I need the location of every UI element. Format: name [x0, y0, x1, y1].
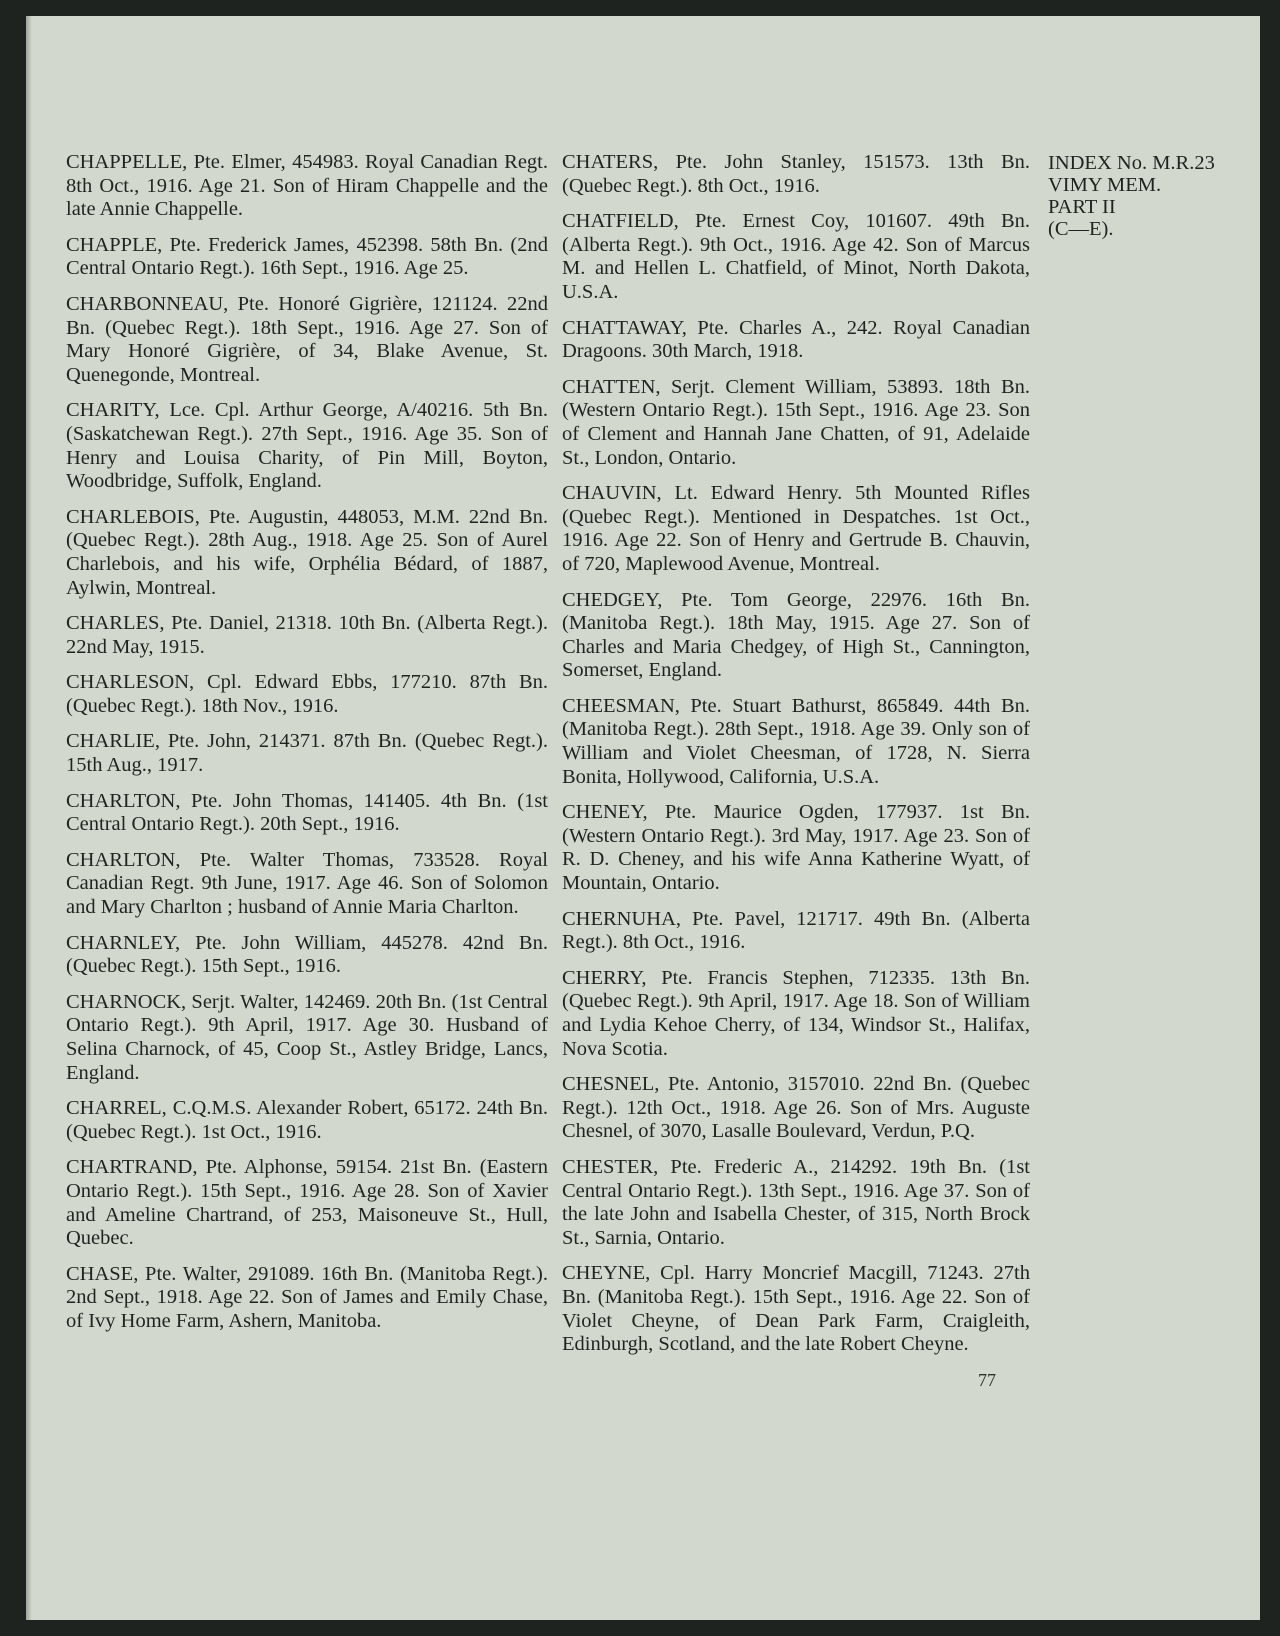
index-part: PART II — [1048, 196, 1116, 218]
list-item: CHARLES, Pte. Daniel, 21318. 10th Bn. (Alberta Regt.). 22nd May, 1915. — [66, 612, 548, 658]
list-item: CHATTAWAY, Pte. Charles A., 242. Royal Canadian Dragoons. 30th March, 1918. — [562, 316, 1030, 363]
list-item: CHERNUHA, Pte. Pavel, 121717. 49th Bn. (Alberta Regt.). 8th Oct., 1916. — [562, 907, 1030, 954]
list-item: CHAPPELLE, Pte. Elmer, 454983. Royal Canadian Regt. 8th Oct., 1916. Age 21. Son of Hiram Chappelle and the late Annie Chappelle. — [66, 151, 548, 221]
document-page — [26, 16, 1260, 1620]
list-item: CHARREL, C.Q.M.S. Alexander Robert, 65172. 24th Bn. (Quebec Regt.). 1st Oct., 1916. — [66, 1097, 548, 1143]
list-item: CHAPPLE, Pte. Frederick James, 452398. 58th Bn. (2nd Central Ontario Regt.). 16th Sept., 1916. Age 25. — [66, 233, 548, 280]
list-item: CHARLIE, Pte. John, 214371. 87th Bn. (Quebec Regt.). 15th Aug., 1917. — [66, 730, 548, 777]
list-item: CHARLESON, Cpl. Edward Ebbs, 177210. 87th Bn. (Quebec Regt.). 18th Nov., 1916. — [66, 671, 548, 717]
index-number: INDEX No. M.R.23 — [1048, 152, 1215, 174]
list-item: CHEESMAN, Pte. Stuart Bathurst, 865849. 44th Bn. (Manitoba Regt.). 28th Sept., 1918. Age 39. Only son of William and Violet Cheesman, of 1728, N. Sierra Bonita, Hollywood, California, U.S.A. — [562, 694, 1030, 788]
list-item: CHATERS, Pte. John Stanley, 151573. 13th Bn. (Quebec Regt.). 8th Oct., 1916. — [562, 151, 1030, 197]
list-item: CHESNEL, Pte. Antonio, 3157010. 22nd Bn. (Quebec Regt.). 12th Oct., 1918. Age 26. Son of Mrs. Auguste Chesnel, of 3070, Lasalle Boulevard, Verdun, P.Q. — [562, 1073, 1030, 1143]
left-column — [66, 151, 548, 1346]
list-item: CHENEY, Pte. Maurice Ogden, 177937. 1st Bn. (Western Ontario Regt.). 3rd May, 1917. Age 23. Son of R. D. Cheney, and his wife Anna Katherine Wyatt, of Mountain, Ontario. — [562, 801, 1030, 895]
list-item: CHATFIELD, Pte. Ernest Coy, 101607. 49th Bn. (Alberta Regt.). 9th Oct., 1916. Age 42. Son of Marcus M. and Hellen L. Chatfield, of Minot, North Dakota, U.S.A. — [562, 210, 1030, 303]
index-memorial: VIMY MEM. — [1048, 174, 1162, 196]
middle-column — [562, 151, 1030, 1392]
list-item: CHARBONNEAU, Pte. Honoré Gigrière, 121124. 22nd Bn. (Quebec Regt.). 18th Sept., 1916. Age 27. Son of Mary Honoré Gigrière, of 34, Blake Avenue, St. Quenegonde, Montreal. — [66, 292, 548, 386]
list-item: CHARITY, Lce. Cpl. Arthur George, A/40216. 5th Bn. (Saskatchewan Regt.). 27th Sept., 1916. Age 35. Son of Henry and Louisa Charity, of Pin Mill, Boyton, Woodbridge, Suffolk, England. — [66, 399, 548, 493]
list-item: CHARNLEY, Pte. John William, 445278. 42nd Bn. (Quebec Regt.). 15th Sept., 1916. — [66, 931, 548, 978]
list-item: CHATTEN, Serjt. Clement William, 53893. 18th Bn. (Western Ontario Regt.). 15th Sept., 1916. Age 23. Son of Clement and Hannah Jane Chatten, of 91, Adelaide St., London, Ontario. — [562, 375, 1030, 469]
list-item: CHESTER, Pte. Frederic A., 214292. 19th Bn. (1st Central Ontario Regt.). 13th Sept., 1916. Age 37. Son of the late John and Isabella Chester, of 315, North Brock St., Sarnia, Ontario. — [562, 1155, 1030, 1249]
list-item: CHASE, Pte. Walter, 291089. 16th Bn. (Manitoba Regt.). 2nd Sept., 1918. Age 22. Son of James and Emily Chase, of Ivy Home Farm, Ashern, Manitoba. — [66, 1262, 548, 1332]
index-header — [1048, 152, 1258, 240]
list-item: CHARLTON, Pte. Walter Thomas, 733528. Royal Canadian Regt. 9th June, 1917. Age 46. Son of Solomon and Mary Charlton ; husband of Annie Maria Charlton. — [66, 848, 548, 919]
page-number: 77 — [978, 1369, 996, 1390]
list-item: CHAUVIN, Lt. Edward Henry. 5th Mounted Rifles (Quebec Regt.). Mentioned in Despatches. 1st Oct., 1916. Age 22. Son of Henry and Gertrude B. Chauvin, of 720, Maplewood Avenue, Montreal. — [562, 482, 1030, 575]
list-item: CHARNOCK, Serjt. Walter, 142469. 20th Bn. (1st Central Ontario Regt.). 9th April, 1917. Age 30. Husband of Selina Charnock, of 45, Coop St., Astley Bridge, Lancs, England. — [66, 990, 548, 1084]
list-item: CHEYNE, Cpl. Harry Moncrief Macgill, 71243. 27th Bn. (Manitoba Regt.). 15th Sept., 1916. Age 22. Son of Violet Cheyne, of Dean Park Farm, Craigleith, Edinburgh, Scotland, and the late Robert Cheyne. — [562, 1262, 1030, 1356]
list-item: CHARLEBOIS, Pte. Augustin, 448053, M.M. 22nd Bn. (Quebec Regt.). 28th Aug., 1918. Age 25. Son of Aurel Charlebois, and his wife, Orphélia Bédard, of 1887, Aylwin, Montreal. — [66, 505, 548, 599]
list-item: CHARLTON, Pte. John Thomas, 141405. 4th Bn. (1st Central Ontario Regt.). 20th Sept., 1916. — [66, 789, 548, 836]
index-range: (C—E). — [1048, 218, 1114, 240]
list-item: CHARTRAND, Pte. Alphonse, 59154. 21st Bn. (Eastern Ontario Regt.). 15th Sept., 1916. Age 28. Son of Xavier and Ameline Chartrand, of 253, Maisoneuve St., Hull, Quebec. — [66, 1156, 548, 1250]
page-binding-shadow — [26, 16, 32, 1620]
list-item: CHEDGEY, Pte. Tom George, 22976. 16th Bn. (Manitoba Regt.). 18th May, 1915. Age 27. Son of Charles and Maria Chedgey, of High St., Cannington, Somerset, England. — [562, 588, 1030, 682]
list-item: CHERRY, Pte. Francis Stephen, 712335. 13th Bn. (Quebec Regt.). 9th April, 1917. Age 18. Son of William and Lydia Kehoe Cherry, of 134, Windsor St., Halifax, Nova Scotia. — [562, 966, 1030, 1060]
